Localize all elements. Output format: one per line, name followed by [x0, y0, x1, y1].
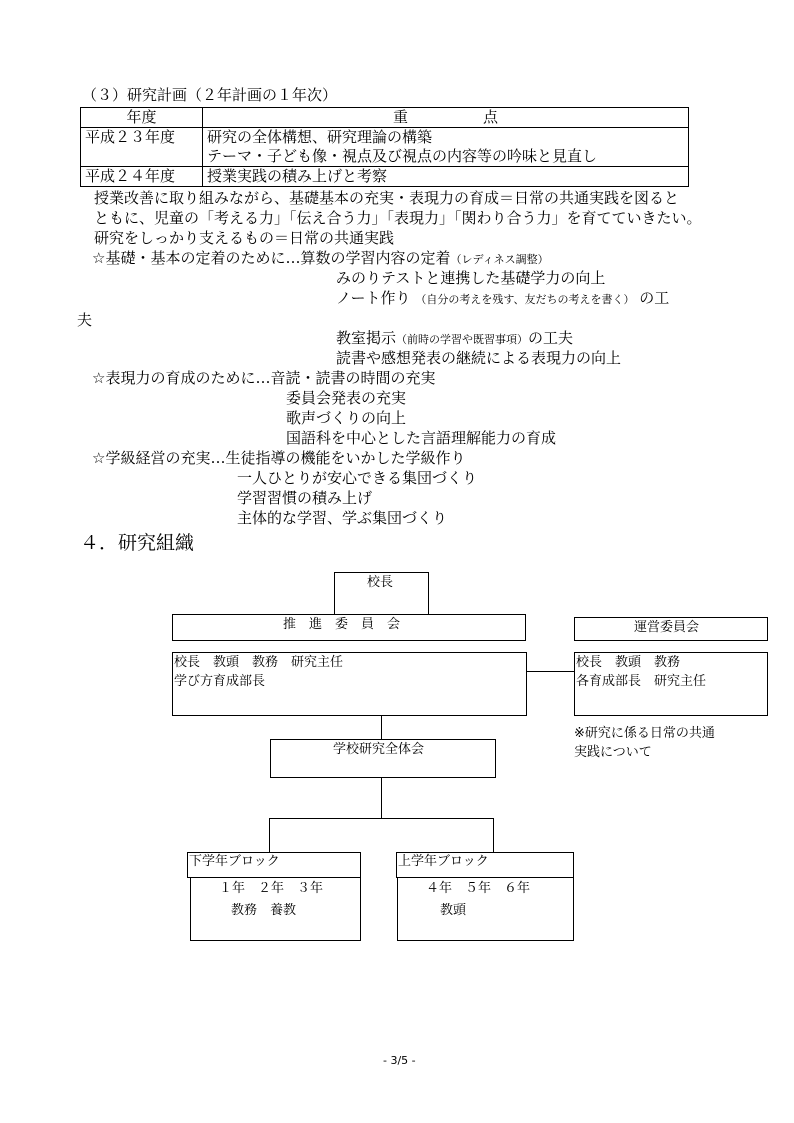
expression-item: 委員会発表の充実 — [286, 389, 407, 407]
members-line: 学び方育成部長 — [174, 674, 266, 689]
paragraph-line: 授業改善に取り組みながら、基礎基本の充実・表現力の育成＝日常の共通実践を図ると — [94, 189, 680, 207]
connector-line — [381, 715, 382, 740]
classroom-item: 一人ひとりが安心できる集団づくり — [237, 469, 478, 487]
management-note: ※研究に係る日常の共通 — [574, 726, 715, 741]
section3-heading: （３）研究計画（２年計画の１年次） — [82, 86, 338, 104]
upper-block-box — [396, 852, 574, 878]
basics-lead-note: （レディネス調整） — [450, 253, 549, 266]
members-line: 校長 教頭 教務 研究主任 — [174, 655, 344, 670]
connector-line — [493, 818, 494, 852]
focus-cell: 授業実践の積み上げと考察 — [203, 167, 689, 187]
support-line: 研究をしっかり支えるもの＝日常の共通実践 — [94, 229, 395, 247]
promotion-members-box — [172, 652, 527, 716]
research-plan-table — [80, 107, 689, 187]
table-row — [81, 167, 689, 187]
table-row — [81, 128, 689, 167]
basics-item-note: （前時の学習や既習事項） — [396, 333, 529, 346]
basics-item — [336, 289, 669, 309]
lower-block-detail — [190, 877, 361, 941]
year-cell: 平成２４年度 — [81, 167, 203, 187]
members-line: 各育成部長 研究主任 — [576, 674, 707, 689]
focus-line: 研究の全体構想、研究理論の構築 — [207, 128, 433, 146]
management-members-box — [574, 652, 768, 716]
col-year-header: 年度 — [81, 108, 203, 128]
management-note: 実践について — [574, 745, 652, 760]
management-committee-box — [574, 617, 768, 641]
basics-lead-text: ☆基礎・基本の定着のために…算数の学習内容の定着 — [92, 249, 451, 267]
staff-line: 教頭 — [440, 903, 467, 918]
management-committee-label: 運営委員会 — [634, 620, 700, 635]
principal-box — [334, 572, 429, 614]
page-number: - 3/5 - — [383, 1054, 416, 1067]
connector-line — [269, 818, 270, 852]
basics-item-text: ノート作り — [336, 289, 411, 307]
principal-label: 校長 — [367, 575, 394, 590]
year-cell: 平成２３年度 — [81, 128, 203, 167]
expression-item: 国語科を中心とした言語理解能力の育成 — [286, 429, 557, 447]
promotion-committee-box — [172, 614, 526, 641]
grades-line: １年 ２年 ３年 — [219, 881, 324, 896]
connector-line — [269, 818, 494, 819]
table-header-row — [81, 108, 689, 128]
members-line: 校長 教頭 教務 — [576, 655, 681, 670]
expression-lead: ☆表現力の育成のために…音読・読書の時間の充実 — [92, 369, 436, 387]
basics-item-text: の工夫 — [528, 329, 574, 347]
basics-item: みのりテストと連携した基礎学力の向上 — [336, 269, 606, 287]
classroom-item: 主体的な学習、学ぶ集団づくり — [237, 509, 448, 527]
connector-line — [381, 777, 382, 819]
staff-line: 教務 養教 — [231, 903, 297, 918]
basics-item-wrap: 夫 — [77, 311, 93, 329]
focus-cell — [203, 128, 689, 167]
upper-block-detail — [397, 877, 574, 941]
lower-block-label: 下学年ブロック — [189, 854, 280, 869]
col-focus-header: 重 点 — [203, 108, 689, 128]
basics-item-text: 教室掲示 — [336, 329, 397, 347]
upper-block-label: 上学年ブロック — [398, 854, 489, 869]
all-staff-box — [270, 739, 496, 778]
connector-line — [527, 671, 574, 672]
classroom-item: 学習習慣の積み上げ — [237, 489, 373, 507]
focus-line: テーマ・子ども像・視点及び視点の内容等の吟味と見直し — [207, 147, 598, 165]
paragraph-line: ともに、児童の「考える力」「伝え合う力」「表現力」「関わり合う力」を育てていきたい。 — [94, 209, 702, 227]
basics-item-note: （自分の考えを残す、友だちの考えを書く） — [415, 293, 635, 306]
grades-line: ４年 ５年 ６年 — [426, 881, 531, 896]
lower-block-box — [187, 852, 361, 878]
basics-item: 読書や感想発表の継続による表現力の向上 — [336, 349, 622, 367]
expression-item: 歌声づくりの向上 — [286, 409, 407, 427]
basics-item-text: の工 — [639, 289, 670, 307]
classroom-lead: ☆学級経営の充実…生徒指導の機能をいかした学級作り — [92, 449, 466, 467]
basics-item — [336, 329, 573, 349]
promotion-committee-label: 推 進 委 員 会 — [283, 617, 401, 632]
basics-lead — [92, 249, 549, 269]
section4-heading: ４．研究組織 — [80, 532, 195, 554]
all-staff-label: 学校研究全体会 — [333, 742, 425, 757]
